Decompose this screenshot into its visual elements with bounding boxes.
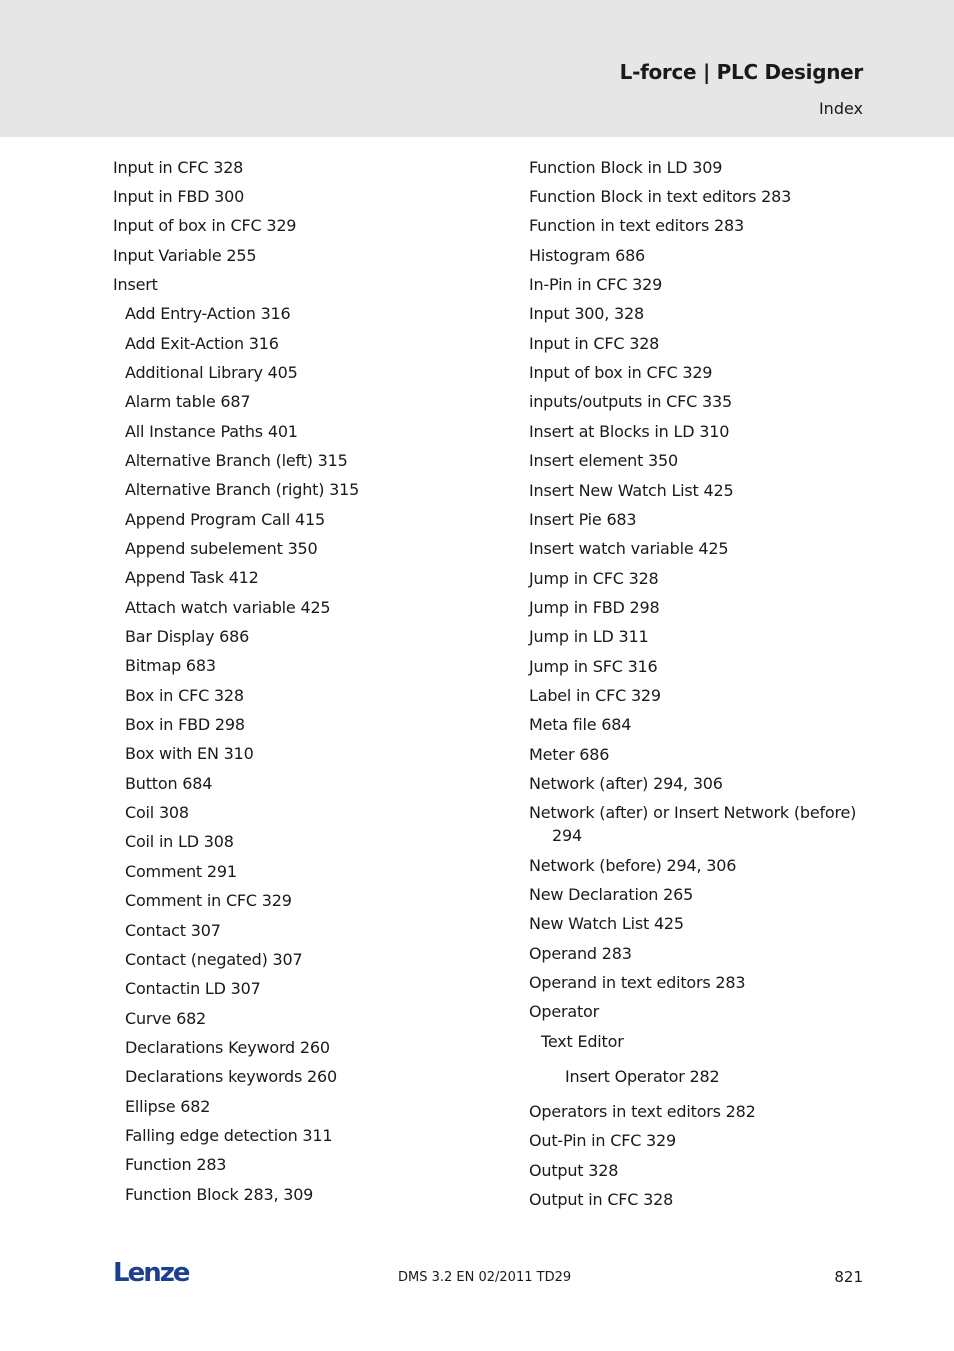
index-entry: [125, 566, 259, 589]
index-entry: [125, 684, 244, 707]
index-entry: [125, 1153, 226, 1176]
index-entry-text: Operators in text editors 282: [529, 1102, 756, 1121]
index-entry-text: Histogram 686: [529, 246, 646, 265]
index-entry-text: inputs/outputs in CFC 335: [529, 392, 732, 411]
index-entry-text: Curve 682: [125, 1009, 207, 1028]
index-entry: [529, 883, 693, 906]
index-entry-text: Operand in text editors 283: [529, 973, 746, 992]
index-entry: [125, 1007, 206, 1030]
index-entry-text: Attach watch variable 425: [125, 598, 331, 617]
index-entry-text: Out-Pin in CFC 329: [529, 1131, 676, 1150]
index-entry-text: Insert Operator 282: [565, 1067, 720, 1086]
document-id: DMS 3.2 EN 02/2011 TD29: [398, 1270, 572, 1285]
index-entry-text: Ellipse 682: [125, 1097, 211, 1116]
index-entry: [529, 772, 723, 795]
index-entry: [113, 214, 296, 237]
index-entry: [125, 772, 212, 795]
index-entry: [529, 854, 736, 877]
index-entry-text: Bar Display 686: [125, 627, 250, 646]
index-entry-text: Network (before) 294, 306: [529, 856, 737, 875]
index-entry-text: Network (after) or Insert Network (before): [529, 803, 857, 822]
index-entry-text: Jump in SFC 316: [529, 657, 658, 676]
index-entry-text: Append Task 412: [125, 568, 259, 587]
index-entry: [125, 1036, 330, 1059]
index-entry-text: Alarm table 687: [125, 392, 251, 411]
index-entry: [529, 1159, 618, 1182]
index-entry: [529, 684, 661, 707]
index-entry-text: Insert: [113, 275, 158, 294]
index-entry: [529, 214, 744, 237]
index-entry-text: Jump in FBD 298: [529, 598, 660, 617]
index-entry: [125, 742, 254, 765]
index-entry-text: Append subelement 350: [125, 539, 318, 558]
index-entry-text: In-Pin in CFC 329: [529, 275, 663, 294]
index-entry-text: Alternative Branch (right) 315: [125, 480, 360, 499]
index-entry-text: Contactin LD 307: [125, 979, 261, 998]
index-entry: [113, 273, 158, 296]
index-entry-text: All Instance Paths 401: [125, 422, 298, 441]
index-entry: [125, 919, 221, 942]
index-entry: [125, 478, 359, 501]
index-entry: [529, 273, 662, 296]
index-entry: [125, 449, 348, 472]
index-entry-text: Insert Pie 683: [529, 510, 637, 529]
index-entry-text: New Watch List 425: [529, 914, 684, 933]
index-entry: [529, 971, 745, 994]
index-entry: [529, 625, 648, 648]
index-entry: [529, 390, 732, 413]
document-title: L-force | PLC Designer: [619, 60, 863, 84]
index-entry-text: Insert element 350: [529, 451, 678, 470]
index-entry: [125, 1183, 313, 1206]
index-entry: [529, 479, 733, 502]
index-entry-text: Meter 686: [529, 745, 610, 764]
index-entry: [125, 830, 234, 853]
index-entry-text: Box in FBD 298: [125, 715, 245, 734]
index-entry-text: Function Block 283, 309: [125, 1185, 314, 1204]
index-entry: [529, 942, 632, 965]
index-entry: [125, 1124, 332, 1147]
index-entry: [541, 1030, 624, 1053]
lenze-logo: Lenze: [113, 1258, 189, 1288]
index-entry-text: Coil 308: [125, 803, 189, 822]
index-entry: [529, 567, 659, 590]
index-entry-text: Function Block in text editors 283: [529, 187, 792, 206]
index-entry: [529, 596, 660, 619]
index-entry: [125, 948, 302, 971]
index-entry: [125, 596, 330, 619]
index-entry: [529, 1188, 673, 1211]
index-entry-text: Contact (negated) 307: [125, 950, 303, 969]
index-entry-text: Add Entry-Action 316: [125, 304, 291, 323]
index-entry: [529, 1100, 756, 1123]
index-entry: [125, 801, 189, 824]
index-entry: [529, 332, 659, 355]
index-entry-text: Jump in CFC 328: [529, 569, 659, 588]
index-entry-text: Input in CFC 328: [113, 158, 244, 177]
index-entry-text: Input of box in CFC 329: [529, 363, 713, 382]
index-entry: [125, 713, 245, 736]
index-entry-text: Declarations keywords 260: [125, 1067, 337, 1086]
index-entry: [529, 420, 729, 443]
page-number: 821: [834, 1268, 863, 1286]
index-entry-text: Output 328: [529, 1161, 619, 1180]
index-entry: [125, 332, 279, 355]
index-entry-text: Box in CFC 328: [125, 686, 244, 705]
index-entry: [529, 185, 791, 208]
index-entry-text: Contact 307: [125, 921, 221, 940]
index-entry: [125, 361, 298, 384]
index-entry: [113, 185, 244, 208]
index-entry-text: Coil in LD 308: [125, 832, 234, 851]
index-entry-text: Input 300, 328: [529, 304, 644, 323]
index-entry-text: Input Variable 255: [113, 246, 257, 265]
index-entry: [125, 889, 292, 912]
index-entry: [529, 244, 645, 267]
index-entry: [529, 361, 712, 384]
index-entry: [529, 508, 636, 531]
index-entry: [125, 977, 261, 1000]
index-entry-text: Network (after) 294, 306: [529, 774, 723, 793]
index-entry-text: Comment 291: [125, 862, 237, 881]
index-entry: [529, 156, 722, 179]
index-entry-text: Input in CFC 328: [529, 334, 660, 353]
index-entry: [113, 244, 256, 267]
index-entry: [529, 743, 609, 766]
index-entry-text: Add Exit-Action 316: [125, 334, 279, 353]
index-entry-text: Insert at Blocks in LD 310: [529, 422, 730, 441]
index-entry-text: Meta file 684: [529, 715, 632, 734]
index-entry-text: Additional Library 405: [125, 363, 298, 382]
index-entry-text: Jump in LD 311: [529, 627, 649, 646]
index-entry: [125, 537, 318, 560]
index-entry-text: Declarations Keyword 260: [125, 1038, 330, 1057]
page-header: [0, 0, 954, 137]
index-entry-text: Bitmap 683: [125, 656, 216, 675]
index-entry-text: Function 283: [125, 1155, 227, 1174]
index-entry: [529, 449, 678, 472]
index-entry-text: Insert watch variable 425: [529, 539, 729, 558]
index-entry-text: Input of box in CFC 329: [113, 216, 297, 235]
index-entry-text: Input in FBD 300: [113, 187, 245, 206]
index-entry-text: Text Editor: [541, 1032, 624, 1051]
index-entry-text: Button 684: [125, 774, 213, 793]
index-entry-text: Function in text editors 283: [529, 216, 744, 235]
index-entry: [113, 156, 243, 179]
index-entry-text: Falling edge detection 311: [125, 1126, 333, 1145]
index-entry-text: Output in CFC 328: [529, 1190, 674, 1209]
index-entry: [565, 1065, 719, 1088]
index-entry-text: Append Program Call 415: [125, 510, 325, 529]
index-entry: [529, 1000, 599, 1023]
index-entry-text: Operator: [529, 1002, 600, 1021]
index-entry-text: Box with EN 310: [125, 744, 254, 763]
index-entry-text: Insert New Watch List 425: [529, 481, 734, 500]
index-entry: [529, 655, 658, 678]
index-entry-text: Function Block in LD 309: [529, 158, 723, 177]
index-entry: [529, 1129, 676, 1152]
index-entry: [529, 302, 644, 325]
index-entry: [125, 508, 325, 531]
index-entry-page-ref: 294: [552, 826, 582, 845]
section-title: Index: [818, 99, 863, 118]
index-entry-text: Label in CFC 329: [529, 686, 661, 705]
index-entry: [529, 912, 684, 935]
index-entry: [125, 390, 250, 413]
index-entry-text: Comment in CFC 329: [125, 891, 292, 910]
index-entry: [125, 420, 298, 443]
index-entry: [125, 302, 291, 325]
index-entry: [125, 1095, 210, 1118]
index-entry: [529, 801, 869, 847]
index-entry: [529, 713, 631, 736]
index-entry-text: Alternative Branch (left) 315: [125, 451, 348, 470]
index-entry: [125, 654, 216, 677]
index-entry: [125, 1065, 337, 1088]
index-entry: [125, 860, 237, 883]
index-entry-text: New Declaration 265: [529, 885, 694, 904]
index-entry-text: Operand 283: [529, 944, 632, 963]
index-entry: [125, 625, 249, 648]
index-entry: [529, 537, 728, 560]
